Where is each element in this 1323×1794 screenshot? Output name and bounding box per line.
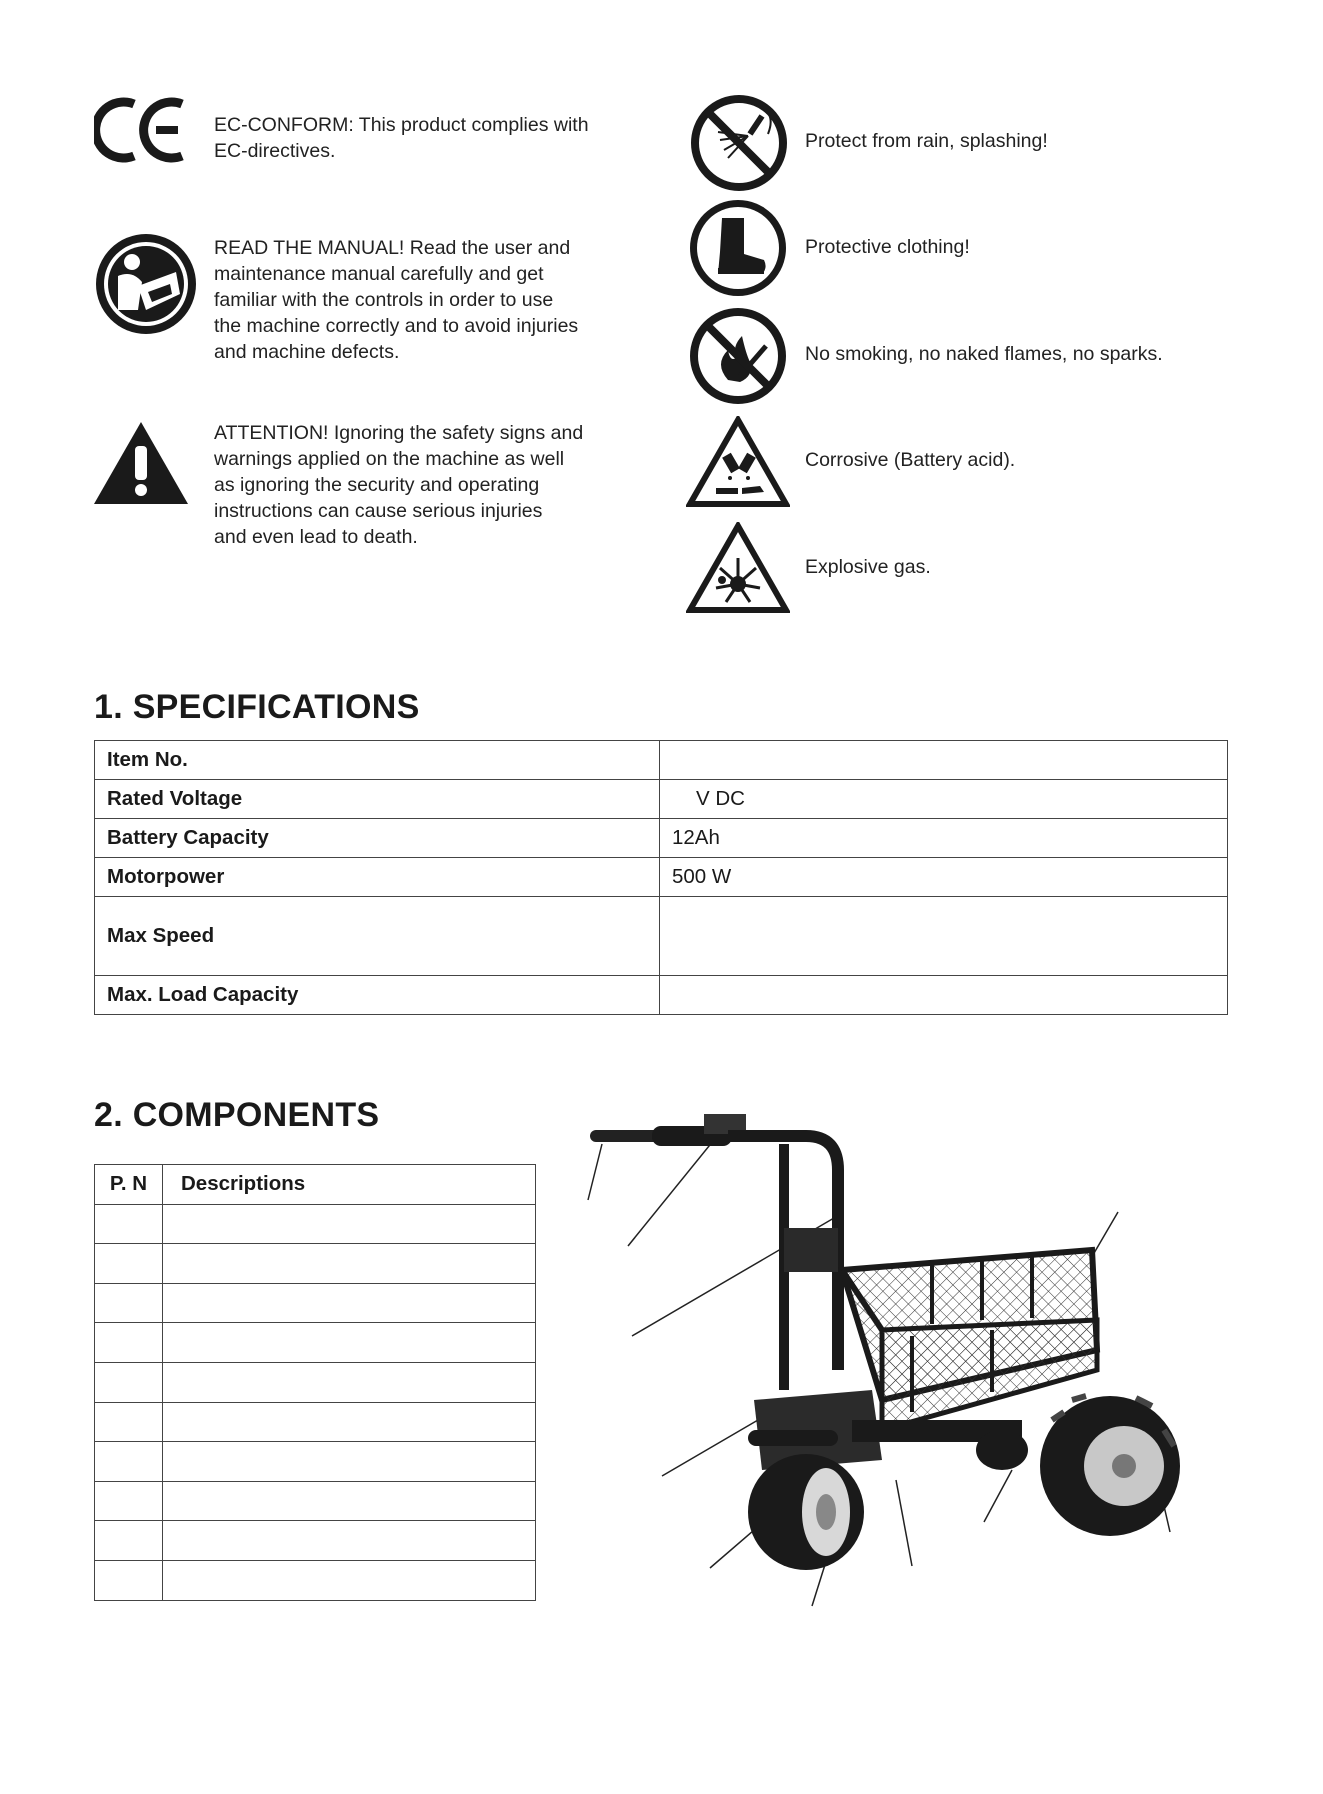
desc-cell: [163, 1481, 536, 1521]
warning-description: ATTENTION! Ignoring the safety signs and warnings applied on the machine as well as ignoring the security and operating instructions can cause serious injuries and even lead to death.: [214, 422, 584, 548]
table-row: [95, 1323, 536, 1363]
corrosive-icon: [686, 416, 790, 508]
read-manual-description: READ THE MANUAL! Read the user and maintenance manual carefully and get familiar with the controls in order to use the machine correctly and to avoid injuries and machine defects.: [214, 237, 579, 363]
desc-cell: [163, 1204, 536, 1244]
protective-clothing-description: Protective clothing!: [805, 236, 970, 258]
spec-value: [660, 741, 1228, 780]
table-row: [95, 1442, 536, 1482]
no-rain-icon: [690, 94, 788, 192]
pn-cell: [95, 1521, 163, 1561]
warning-icon: [92, 420, 190, 506]
table-row: [95, 1362, 536, 1402]
spec-label: Item No.: [95, 741, 660, 780]
components-table: [94, 1164, 536, 1601]
spec-label: Rated Voltage: [95, 780, 660, 819]
desc-cell: [163, 1442, 536, 1482]
specifications-heading: 1. SPECIFICATIONS: [94, 688, 420, 726]
pn-cell: [95, 1244, 163, 1284]
table-row: [95, 819, 1228, 858]
spec-label: Motorpower: [95, 858, 660, 897]
specifications-table: [94, 740, 1228, 1015]
spec-label: Battery Capacity: [95, 819, 660, 858]
ce-description: EC-CONFORM: This product complies with EC-directives.: [214, 114, 589, 162]
spec-value: 500 W: [660, 858, 1228, 897]
pn-cell: [95, 1204, 163, 1244]
table-row: [95, 741, 1228, 780]
pn-cell: [95, 1362, 163, 1402]
table-row: [95, 1521, 536, 1561]
desc-cell: [163, 1521, 536, 1561]
ce-mark-icon: [94, 96, 190, 164]
motorized-cart-illustration: [552, 1100, 1252, 1645]
column-header-pn: P. N: [95, 1165, 163, 1205]
read-manual-icon: [94, 232, 198, 336]
no-fire-icon: [688, 306, 788, 406]
table-row: [95, 780, 1228, 819]
column-header-descriptions: Descriptions: [163, 1165, 536, 1205]
pn-cell: [95, 1442, 163, 1482]
protective-boot-icon: [686, 196, 790, 300]
desc-cell: [163, 1402, 536, 1442]
spec-value: [660, 897, 1228, 976]
explosive-description: Explosive gas.: [805, 556, 931, 578]
no-fire-description: No smoking, no naked flames, no sparks.: [805, 343, 1163, 365]
spec-value: [660, 976, 1228, 1015]
desc-cell: [163, 1244, 536, 1284]
no-rain-description: Protect from rain, splashing!: [805, 130, 1048, 152]
corrosive-description: Corrosive (Battery acid).: [805, 449, 1016, 471]
desc-cell: [163, 1283, 536, 1323]
spec-value: V DC: [660, 780, 1228, 819]
explosive-icon: [686, 522, 790, 614]
pn-cell: [95, 1402, 163, 1442]
spec-label: Max Speed: [95, 897, 660, 976]
table-row: [95, 1244, 536, 1284]
table-row: [95, 858, 1228, 897]
pn-cell: [95, 1481, 163, 1521]
desc-cell: [163, 1362, 536, 1402]
pn-cell: [95, 1283, 163, 1323]
spec-label: Max. Load Capacity: [95, 976, 660, 1015]
table-row: [95, 1560, 536, 1600]
table-row: [95, 897, 1228, 976]
table-header-row: [95, 1165, 536, 1205]
desc-cell: [163, 1323, 536, 1363]
pn-cell: [95, 1560, 163, 1600]
table-row: [95, 1283, 536, 1323]
table-row: [95, 1204, 536, 1244]
table-row: [95, 1481, 536, 1521]
pn-cell: [95, 1323, 163, 1363]
components-heading: 2. COMPONENTS: [94, 1096, 380, 1134]
desc-cell: [163, 1560, 536, 1600]
spec-value: 12Ah: [660, 819, 1228, 858]
table-row: [95, 1402, 536, 1442]
table-row: [95, 976, 1228, 1015]
